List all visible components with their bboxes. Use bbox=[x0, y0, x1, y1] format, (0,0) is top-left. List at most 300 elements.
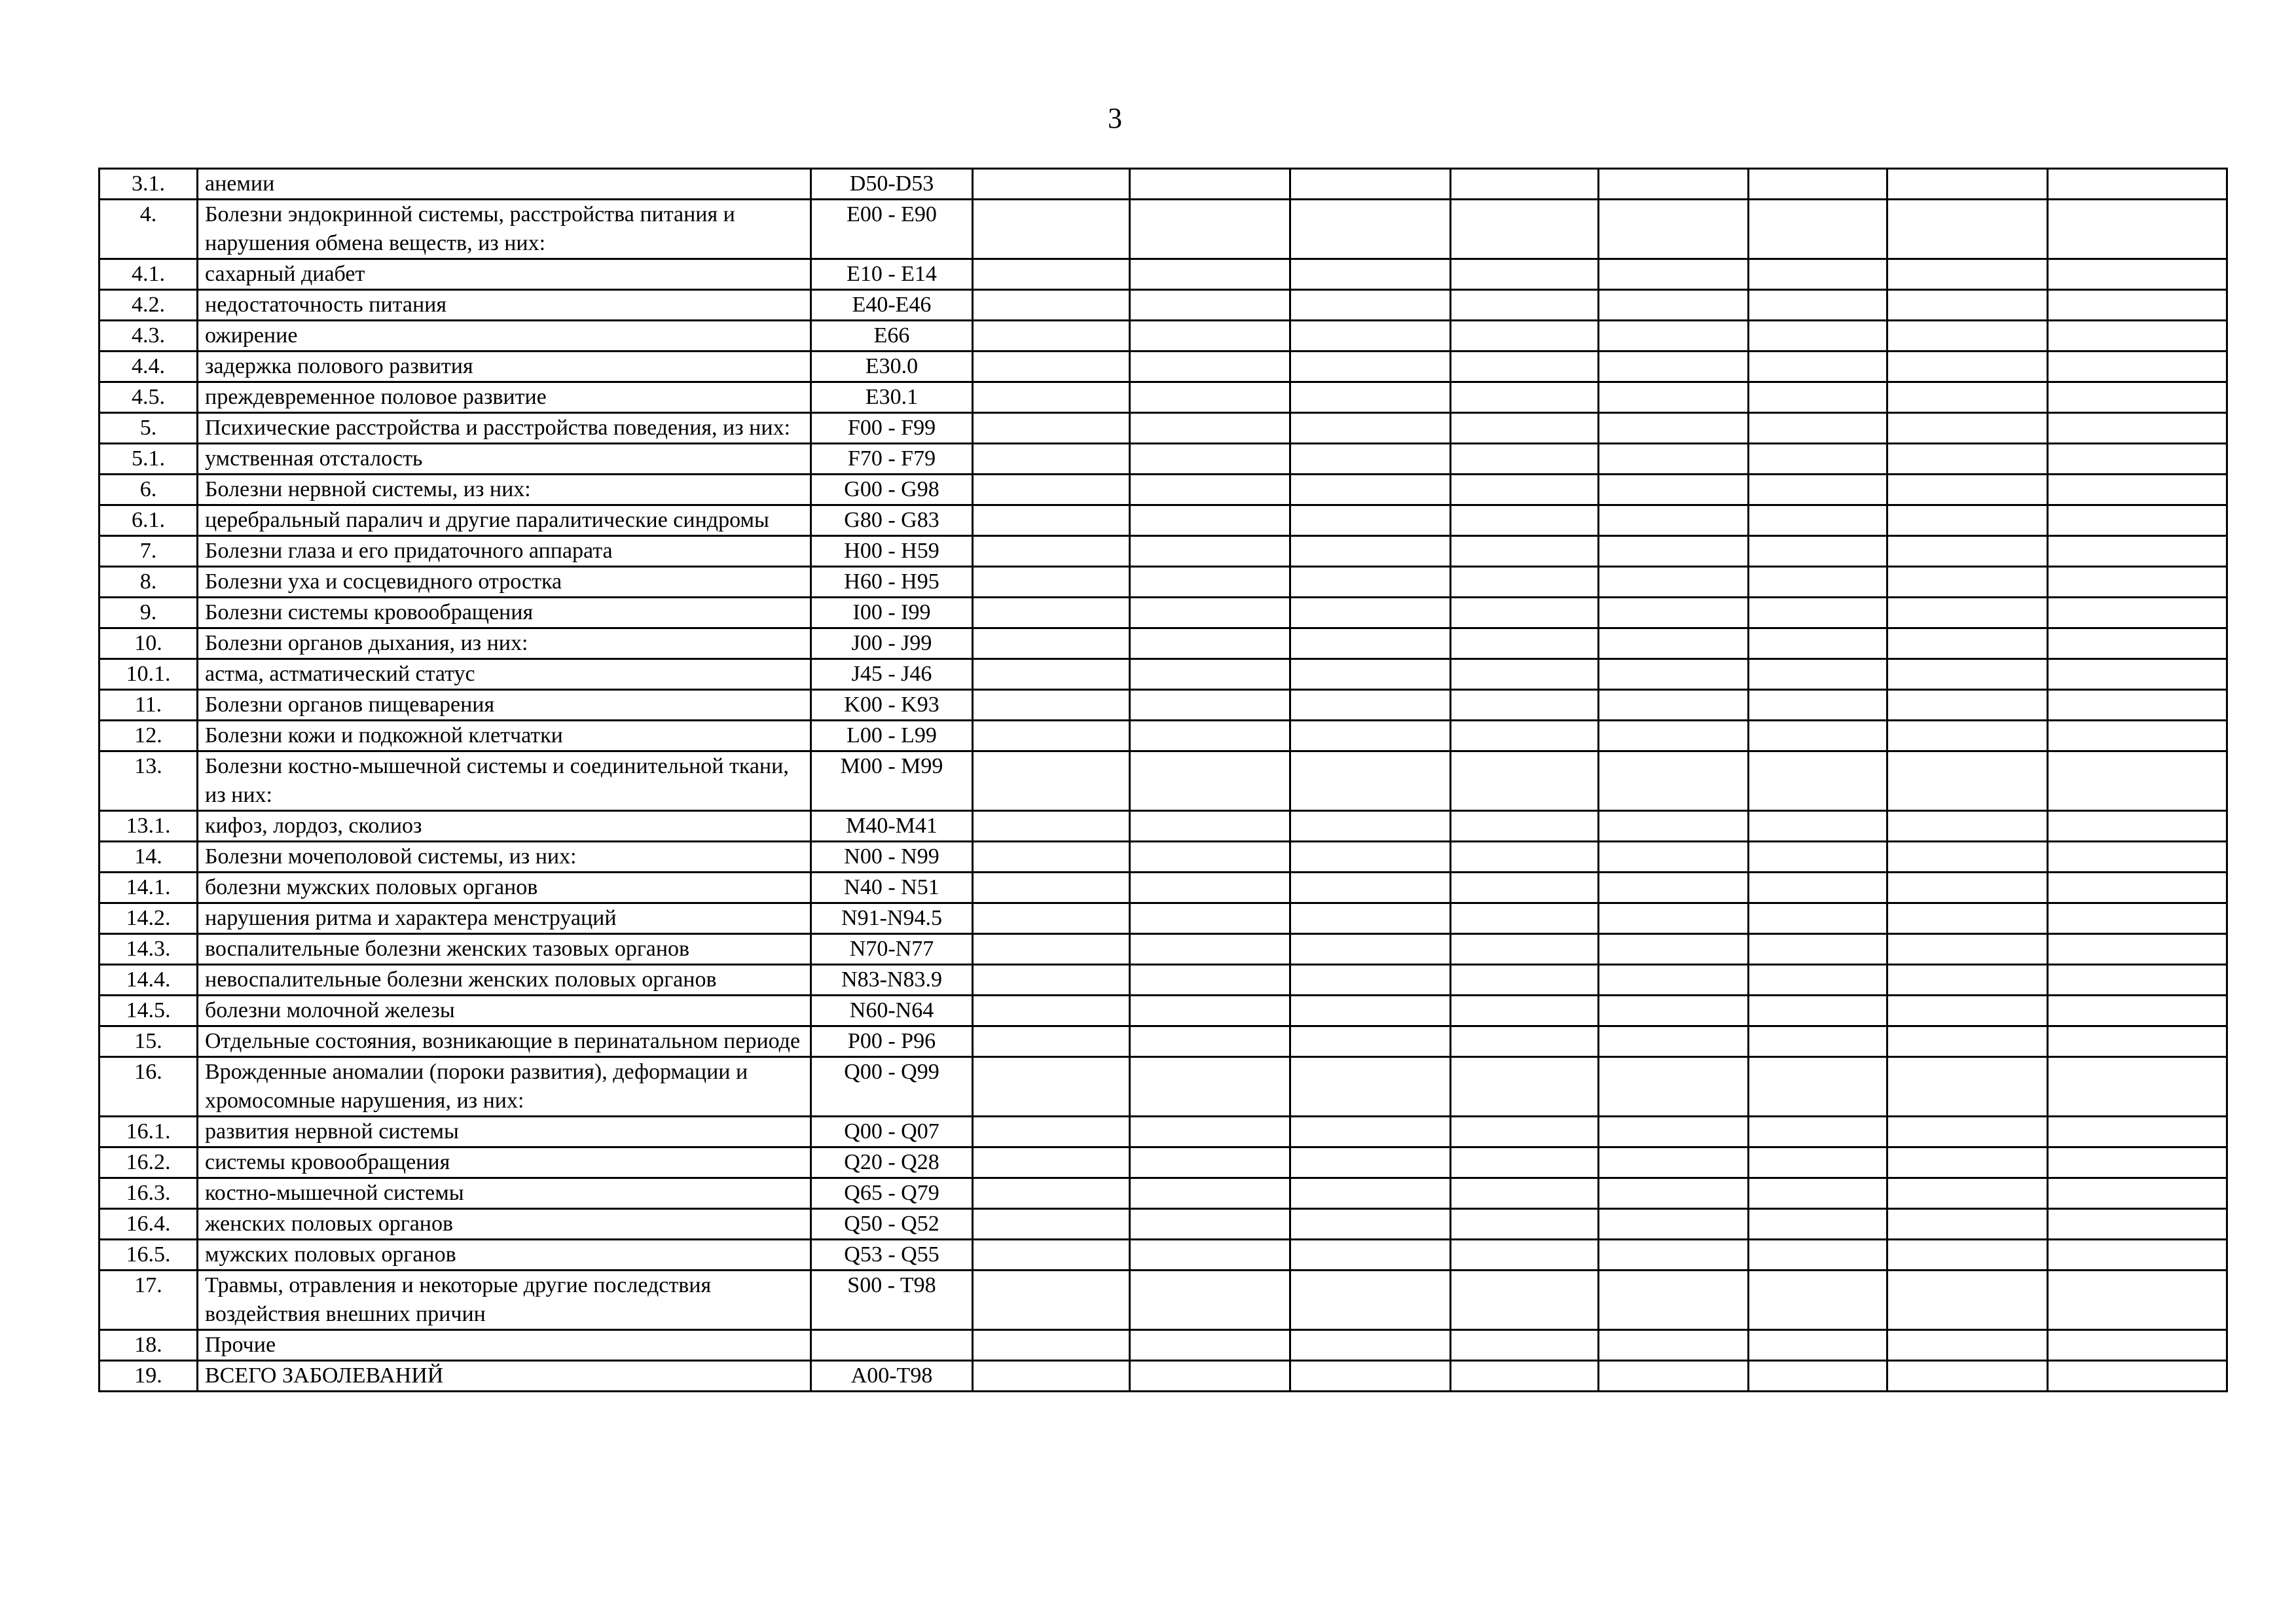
empty-data-cell bbox=[1749, 321, 1887, 352]
icd-code bbox=[811, 1330, 973, 1361]
empty-data-cell bbox=[2048, 1330, 2227, 1361]
table-row bbox=[100, 996, 2227, 1026]
empty-data-cell bbox=[1599, 659, 1749, 690]
empty-data-cell bbox=[1599, 536, 1749, 567]
disease-name: женских половых органов bbox=[198, 1209, 811, 1240]
empty-data-cell bbox=[2048, 352, 2227, 382]
icd-code: E66 bbox=[811, 321, 973, 352]
empty-data-cell bbox=[1451, 169, 1599, 200]
row-number: 10. bbox=[100, 628, 198, 659]
icd-code: N83-N83.9 bbox=[811, 965, 973, 996]
empty-data-cell bbox=[1599, 567, 1749, 598]
empty-data-cell bbox=[1749, 1271, 1887, 1330]
empty-data-cell bbox=[2048, 965, 2227, 996]
empty-data-cell bbox=[1451, 1361, 1599, 1392]
empty-data-cell bbox=[1749, 1057, 1887, 1117]
empty-data-cell bbox=[1749, 352, 1887, 382]
empty-data-cell bbox=[1451, 751, 1599, 811]
empty-data-cell bbox=[1749, 475, 1887, 505]
empty-data-cell bbox=[1749, 536, 1887, 567]
empty-data-cell bbox=[1451, 1057, 1599, 1117]
empty-data-cell bbox=[1451, 290, 1599, 321]
empty-data-cell bbox=[1887, 259, 2048, 290]
disease-name: нарушения ритма и характера менструаций bbox=[198, 903, 811, 934]
empty-data-cell bbox=[2048, 200, 2227, 259]
empty-data-cell bbox=[1451, 536, 1599, 567]
icd-code: M40-M41 bbox=[811, 811, 973, 842]
empty-data-cell bbox=[2048, 290, 2227, 321]
row-number: 14.3. bbox=[100, 934, 198, 965]
disease-name: болезни молочной железы bbox=[198, 996, 811, 1026]
empty-data-cell bbox=[973, 842, 1130, 873]
table-row bbox=[100, 567, 2227, 598]
empty-data-cell bbox=[973, 352, 1130, 382]
empty-data-cell bbox=[1130, 567, 1290, 598]
empty-data-cell bbox=[1887, 811, 2048, 842]
disease-name: Болезни костно-мышечной системы и соединительной ткани, из них: bbox=[198, 751, 811, 811]
table-row bbox=[100, 659, 2227, 690]
empty-data-cell bbox=[1887, 1361, 2048, 1392]
icd-code: J45 - J46 bbox=[811, 659, 973, 690]
empty-data-cell bbox=[1130, 505, 1290, 536]
empty-data-cell bbox=[1599, 598, 1749, 628]
disease-name: Болезни мочеполовой системы, из них: bbox=[198, 842, 811, 873]
empty-data-cell bbox=[1451, 1240, 1599, 1271]
empty-data-cell bbox=[973, 536, 1130, 567]
table-row bbox=[100, 352, 2227, 382]
empty-data-cell bbox=[1130, 842, 1290, 873]
row-number: 8. bbox=[100, 567, 198, 598]
empty-data-cell bbox=[1130, 1057, 1290, 1117]
disease-name: Болезни глаза и его придаточного аппарата bbox=[198, 536, 811, 567]
empty-data-cell bbox=[1130, 1330, 1290, 1361]
icd-code: Q50 - Q52 bbox=[811, 1209, 973, 1240]
empty-data-cell bbox=[1887, 934, 2048, 965]
empty-data-cell bbox=[1599, 413, 1749, 444]
empty-data-cell bbox=[1749, 290, 1887, 321]
empty-data-cell bbox=[1749, 567, 1887, 598]
empty-data-cell bbox=[1130, 536, 1290, 567]
table-row bbox=[100, 842, 2227, 873]
disease-name: Болезни кожи и подкожной клетчатки bbox=[198, 721, 811, 751]
empty-data-cell bbox=[1599, 1117, 1749, 1147]
empty-data-cell bbox=[1887, 444, 2048, 475]
empty-data-cell bbox=[1130, 444, 1290, 475]
empty-data-cell bbox=[1130, 475, 1290, 505]
empty-data-cell bbox=[1749, 628, 1887, 659]
empty-data-cell bbox=[973, 996, 1130, 1026]
empty-data-cell bbox=[1130, 382, 1290, 413]
empty-data-cell bbox=[1130, 628, 1290, 659]
table-row bbox=[100, 1026, 2227, 1057]
empty-data-cell bbox=[1749, 259, 1887, 290]
empty-data-cell bbox=[1290, 934, 1451, 965]
icd-code: L00 - L99 bbox=[811, 721, 973, 751]
table-row bbox=[100, 690, 2227, 721]
empty-data-cell bbox=[1599, 1178, 1749, 1209]
empty-data-cell bbox=[1290, 628, 1451, 659]
icd-code: Q00 - Q07 bbox=[811, 1117, 973, 1147]
row-number: 14.2. bbox=[100, 903, 198, 934]
empty-data-cell bbox=[1290, 721, 1451, 751]
table-row bbox=[100, 169, 2227, 200]
empty-data-cell bbox=[1451, 1271, 1599, 1330]
empty-data-cell bbox=[1451, 444, 1599, 475]
empty-data-cell bbox=[1749, 751, 1887, 811]
table-row bbox=[100, 505, 2227, 536]
table-row bbox=[100, 1178, 2227, 1209]
empty-data-cell bbox=[1451, 200, 1599, 259]
empty-data-cell bbox=[1451, 690, 1599, 721]
page-number: 3 bbox=[1108, 102, 1122, 134]
empty-data-cell bbox=[1290, 751, 1451, 811]
empty-data-cell bbox=[1749, 690, 1887, 721]
disease-name: задержка полового развития bbox=[198, 352, 811, 382]
empty-data-cell bbox=[973, 200, 1130, 259]
icd-code: N60-N64 bbox=[811, 996, 973, 1026]
empty-data-cell bbox=[2048, 873, 2227, 903]
empty-data-cell bbox=[1887, 1117, 2048, 1147]
disease-name: Болезни уха и сосцевидного отростка bbox=[198, 567, 811, 598]
empty-data-cell bbox=[1887, 1057, 2048, 1117]
empty-data-cell bbox=[1749, 934, 1887, 965]
icd-code: Q00 - Q99 bbox=[811, 1057, 973, 1117]
row-number: 16.3. bbox=[100, 1178, 198, 1209]
disease-name: Болезни эндокринной системы, расстройства питания и нарушения обмена веществ, из них: bbox=[198, 200, 811, 259]
empty-data-cell bbox=[1290, 1271, 1451, 1330]
icd-code: Q20 - Q28 bbox=[811, 1147, 973, 1178]
empty-data-cell bbox=[1599, 1330, 1749, 1361]
disease-name: воспалительные болезни женских тазовых органов bbox=[198, 934, 811, 965]
row-number: 7. bbox=[100, 536, 198, 567]
empty-data-cell bbox=[1290, 1361, 1451, 1392]
empty-data-cell bbox=[2048, 505, 2227, 536]
disease-name: Болезни системы кровообращения bbox=[198, 598, 811, 628]
disease-name: Болезни нервной системы, из них: bbox=[198, 475, 811, 505]
empty-data-cell bbox=[973, 290, 1130, 321]
table-row bbox=[100, 1361, 2227, 1392]
empty-data-cell bbox=[1451, 1209, 1599, 1240]
empty-data-cell bbox=[2048, 1147, 2227, 1178]
icd-code: J00 - J99 bbox=[811, 628, 973, 659]
empty-data-cell bbox=[1599, 505, 1749, 536]
empty-data-cell bbox=[1599, 1209, 1749, 1240]
empty-data-cell bbox=[1451, 1330, 1599, 1361]
empty-data-cell bbox=[1887, 1147, 2048, 1178]
empty-data-cell bbox=[1749, 1026, 1887, 1057]
empty-data-cell bbox=[1749, 873, 1887, 903]
empty-data-cell bbox=[1290, 1026, 1451, 1057]
empty-data-cell bbox=[1599, 721, 1749, 751]
empty-data-cell bbox=[1749, 169, 1887, 200]
empty-data-cell bbox=[973, 873, 1130, 903]
empty-data-cell bbox=[1887, 690, 2048, 721]
empty-data-cell bbox=[1290, 505, 1451, 536]
empty-data-cell bbox=[1749, 1330, 1887, 1361]
empty-data-cell bbox=[1599, 321, 1749, 352]
icd-code: M00 - M99 bbox=[811, 751, 973, 811]
empty-data-cell bbox=[1887, 169, 2048, 200]
empty-data-cell bbox=[973, 690, 1130, 721]
empty-data-cell bbox=[1130, 259, 1290, 290]
empty-data-cell bbox=[1887, 475, 2048, 505]
empty-data-cell bbox=[973, 505, 1130, 536]
table-row bbox=[100, 628, 2227, 659]
disease-name: церебральный паралич и другие паралитические синдромы bbox=[198, 505, 811, 536]
disease-name: болезни мужских половых органов bbox=[198, 873, 811, 903]
empty-data-cell bbox=[1290, 536, 1451, 567]
table-row bbox=[100, 444, 2227, 475]
empty-data-cell bbox=[1451, 352, 1599, 382]
empty-data-cell bbox=[1749, 413, 1887, 444]
row-number: 13.1. bbox=[100, 811, 198, 842]
table-row bbox=[100, 1057, 2227, 1117]
empty-data-cell bbox=[1599, 996, 1749, 1026]
empty-data-cell bbox=[1130, 721, 1290, 751]
empty-data-cell bbox=[1749, 903, 1887, 934]
row-number: 6.1. bbox=[100, 505, 198, 536]
empty-data-cell bbox=[1599, 200, 1749, 259]
empty-data-cell bbox=[2048, 1361, 2227, 1392]
row-number: 3.1. bbox=[100, 169, 198, 200]
empty-data-cell bbox=[1451, 659, 1599, 690]
empty-data-cell bbox=[1887, 505, 2048, 536]
empty-data-cell bbox=[1599, 1147, 1749, 1178]
row-number: 4.1. bbox=[100, 259, 198, 290]
empty-data-cell bbox=[1290, 873, 1451, 903]
empty-data-cell bbox=[1290, 842, 1451, 873]
empty-data-cell bbox=[1599, 259, 1749, 290]
empty-data-cell bbox=[1451, 1178, 1599, 1209]
icd-code: G80 - G83 bbox=[811, 505, 973, 536]
empty-data-cell bbox=[1749, 842, 1887, 873]
empty-data-cell bbox=[1290, 811, 1451, 842]
icd-code: Q53 - Q55 bbox=[811, 1240, 973, 1271]
icd-code: Q65 - Q79 bbox=[811, 1178, 973, 1209]
table-row bbox=[100, 965, 2227, 996]
table-row bbox=[100, 903, 2227, 934]
empty-data-cell bbox=[1887, 903, 2048, 934]
empty-data-cell bbox=[1749, 1361, 1887, 1392]
empty-data-cell bbox=[1599, 1240, 1749, 1271]
row-number: 6. bbox=[100, 475, 198, 505]
empty-data-cell bbox=[1290, 567, 1451, 598]
empty-data-cell bbox=[1599, 934, 1749, 965]
empty-data-cell bbox=[2048, 996, 2227, 1026]
empty-data-cell bbox=[2048, 903, 2227, 934]
empty-data-cell bbox=[973, 659, 1130, 690]
empty-data-cell bbox=[1599, 1361, 1749, 1392]
disease-name: астма, астматический статус bbox=[198, 659, 811, 690]
empty-data-cell bbox=[1290, 382, 1451, 413]
disease-name: системы кровообращения bbox=[198, 1147, 811, 1178]
empty-data-cell bbox=[2048, 259, 2227, 290]
table-row bbox=[100, 1117, 2227, 1147]
row-number: 5.1. bbox=[100, 444, 198, 475]
empty-data-cell bbox=[2048, 1271, 2227, 1330]
empty-data-cell bbox=[1130, 1178, 1290, 1209]
empty-data-cell bbox=[1887, 873, 2048, 903]
empty-data-cell bbox=[973, 1330, 1130, 1361]
empty-data-cell bbox=[973, 567, 1130, 598]
empty-data-cell bbox=[1887, 965, 2048, 996]
empty-data-cell bbox=[1749, 444, 1887, 475]
disease-name: Прочие bbox=[198, 1330, 811, 1361]
table-row bbox=[100, 1240, 2227, 1271]
empty-data-cell bbox=[1130, 1147, 1290, 1178]
empty-data-cell bbox=[1749, 1117, 1887, 1147]
icd-code: P00 - P96 bbox=[811, 1026, 973, 1057]
icd-code: S00 - T98 bbox=[811, 1271, 973, 1330]
empty-data-cell bbox=[1599, 903, 1749, 934]
empty-data-cell bbox=[2048, 1178, 2227, 1209]
empty-data-cell bbox=[973, 1240, 1130, 1271]
row-number: 5. bbox=[100, 413, 198, 444]
empty-data-cell bbox=[1130, 1026, 1290, 1057]
empty-data-cell bbox=[1451, 1147, 1599, 1178]
disease-name: преждевременное половое развитие bbox=[198, 382, 811, 413]
row-number: 11. bbox=[100, 690, 198, 721]
empty-data-cell bbox=[1451, 382, 1599, 413]
empty-data-cell bbox=[1290, 200, 1451, 259]
icd-code: E00 - E90 bbox=[811, 200, 973, 259]
empty-data-cell bbox=[1887, 352, 2048, 382]
empty-data-cell bbox=[1130, 873, 1290, 903]
empty-data-cell bbox=[973, 169, 1130, 200]
icd-code: D50-D53 bbox=[811, 169, 973, 200]
icd-code: E30.1 bbox=[811, 382, 973, 413]
icd-code: H60 - H95 bbox=[811, 567, 973, 598]
empty-data-cell bbox=[1290, 1330, 1451, 1361]
row-number: 15. bbox=[100, 1026, 198, 1057]
empty-data-cell bbox=[1290, 1057, 1451, 1117]
table-row bbox=[100, 321, 2227, 352]
row-number: 16. bbox=[100, 1057, 198, 1117]
empty-data-cell bbox=[1130, 1271, 1290, 1330]
disease-name: недостаточность питания bbox=[198, 290, 811, 321]
empty-data-cell bbox=[1599, 873, 1749, 903]
empty-data-cell bbox=[1599, 751, 1749, 811]
empty-data-cell bbox=[2048, 1240, 2227, 1271]
empty-data-cell bbox=[1130, 903, 1290, 934]
empty-data-cell bbox=[1451, 934, 1599, 965]
empty-data-cell bbox=[1451, 321, 1599, 352]
table-row bbox=[100, 290, 2227, 321]
empty-data-cell bbox=[1887, 751, 2048, 811]
empty-data-cell bbox=[1749, 1209, 1887, 1240]
icd-code: G00 - G98 bbox=[811, 475, 973, 505]
empty-data-cell bbox=[1290, 321, 1451, 352]
empty-data-cell bbox=[1130, 996, 1290, 1026]
table-body bbox=[100, 169, 2227, 1392]
empty-data-cell bbox=[1130, 1240, 1290, 1271]
empty-data-cell bbox=[1749, 505, 1887, 536]
table-row bbox=[100, 259, 2227, 290]
empty-data-cell bbox=[1130, 934, 1290, 965]
empty-data-cell bbox=[2048, 811, 2227, 842]
empty-data-cell bbox=[973, 1026, 1130, 1057]
empty-data-cell bbox=[1887, 721, 2048, 751]
empty-data-cell bbox=[973, 598, 1130, 628]
empty-data-cell bbox=[973, 965, 1130, 996]
empty-data-cell bbox=[2048, 413, 2227, 444]
empty-data-cell bbox=[1599, 444, 1749, 475]
empty-data-cell bbox=[1887, 1271, 2048, 1330]
row-number: 19. bbox=[100, 1361, 198, 1392]
disease-name: Врожденные аномалии (пороки развития), деформации и хромосомные нарушения, из них: bbox=[198, 1057, 811, 1117]
empty-data-cell bbox=[1290, 1240, 1451, 1271]
empty-data-cell bbox=[1887, 628, 2048, 659]
row-number: 4.5. bbox=[100, 382, 198, 413]
empty-data-cell bbox=[1599, 1026, 1749, 1057]
table-row bbox=[100, 721, 2227, 751]
row-number: 16.4. bbox=[100, 1209, 198, 1240]
empty-data-cell bbox=[1749, 598, 1887, 628]
empty-data-cell bbox=[1749, 1147, 1887, 1178]
empty-data-cell bbox=[973, 721, 1130, 751]
icd-code: N70-N77 bbox=[811, 934, 973, 965]
empty-data-cell bbox=[1130, 200, 1290, 259]
table-row bbox=[100, 475, 2227, 505]
empty-data-cell bbox=[973, 934, 1130, 965]
empty-data-cell bbox=[1451, 413, 1599, 444]
empty-data-cell bbox=[973, 259, 1130, 290]
empty-data-cell bbox=[1290, 659, 1451, 690]
empty-data-cell bbox=[1130, 413, 1290, 444]
empty-data-cell bbox=[2048, 321, 2227, 352]
empty-data-cell bbox=[973, 628, 1130, 659]
empty-data-cell bbox=[1749, 996, 1887, 1026]
disease-name: Отдельные состояния, возникающие в перинатальном периоде bbox=[198, 1026, 811, 1057]
row-number: 16.2. bbox=[100, 1147, 198, 1178]
icd-code: F70 - F79 bbox=[811, 444, 973, 475]
empty-data-cell bbox=[1130, 321, 1290, 352]
empty-data-cell bbox=[1290, 903, 1451, 934]
table-row bbox=[100, 536, 2227, 567]
empty-data-cell bbox=[2048, 169, 2227, 200]
empty-data-cell bbox=[1887, 996, 2048, 1026]
empty-data-cell bbox=[1130, 169, 1290, 200]
table-row bbox=[100, 751, 2227, 811]
row-number: 16.1. bbox=[100, 1117, 198, 1147]
empty-data-cell bbox=[1130, 290, 1290, 321]
empty-data-cell bbox=[1599, 382, 1749, 413]
empty-data-cell bbox=[1451, 598, 1599, 628]
disease-name: невоспалительные болезни женских половых органов bbox=[198, 965, 811, 996]
empty-data-cell bbox=[1451, 505, 1599, 536]
row-number: 14.1. bbox=[100, 873, 198, 903]
disease-name: мужских половых органов bbox=[198, 1240, 811, 1271]
empty-data-cell bbox=[1290, 413, 1451, 444]
empty-data-cell bbox=[1451, 811, 1599, 842]
empty-data-cell bbox=[1599, 1057, 1749, 1117]
empty-data-cell bbox=[1887, 659, 2048, 690]
empty-data-cell bbox=[973, 751, 1130, 811]
empty-data-cell bbox=[1290, 169, 1451, 200]
empty-data-cell bbox=[1749, 200, 1887, 259]
empty-data-cell bbox=[1749, 1240, 1887, 1271]
empty-data-cell bbox=[1749, 721, 1887, 751]
row-number: 14.5. bbox=[100, 996, 198, 1026]
empty-data-cell bbox=[1290, 1178, 1451, 1209]
empty-data-cell bbox=[973, 903, 1130, 934]
empty-data-cell bbox=[2048, 536, 2227, 567]
empty-data-cell bbox=[1749, 382, 1887, 413]
empty-data-cell bbox=[973, 1147, 1130, 1178]
row-number: 4. bbox=[100, 200, 198, 259]
empty-data-cell bbox=[1130, 598, 1290, 628]
empty-data-cell bbox=[1887, 290, 2048, 321]
